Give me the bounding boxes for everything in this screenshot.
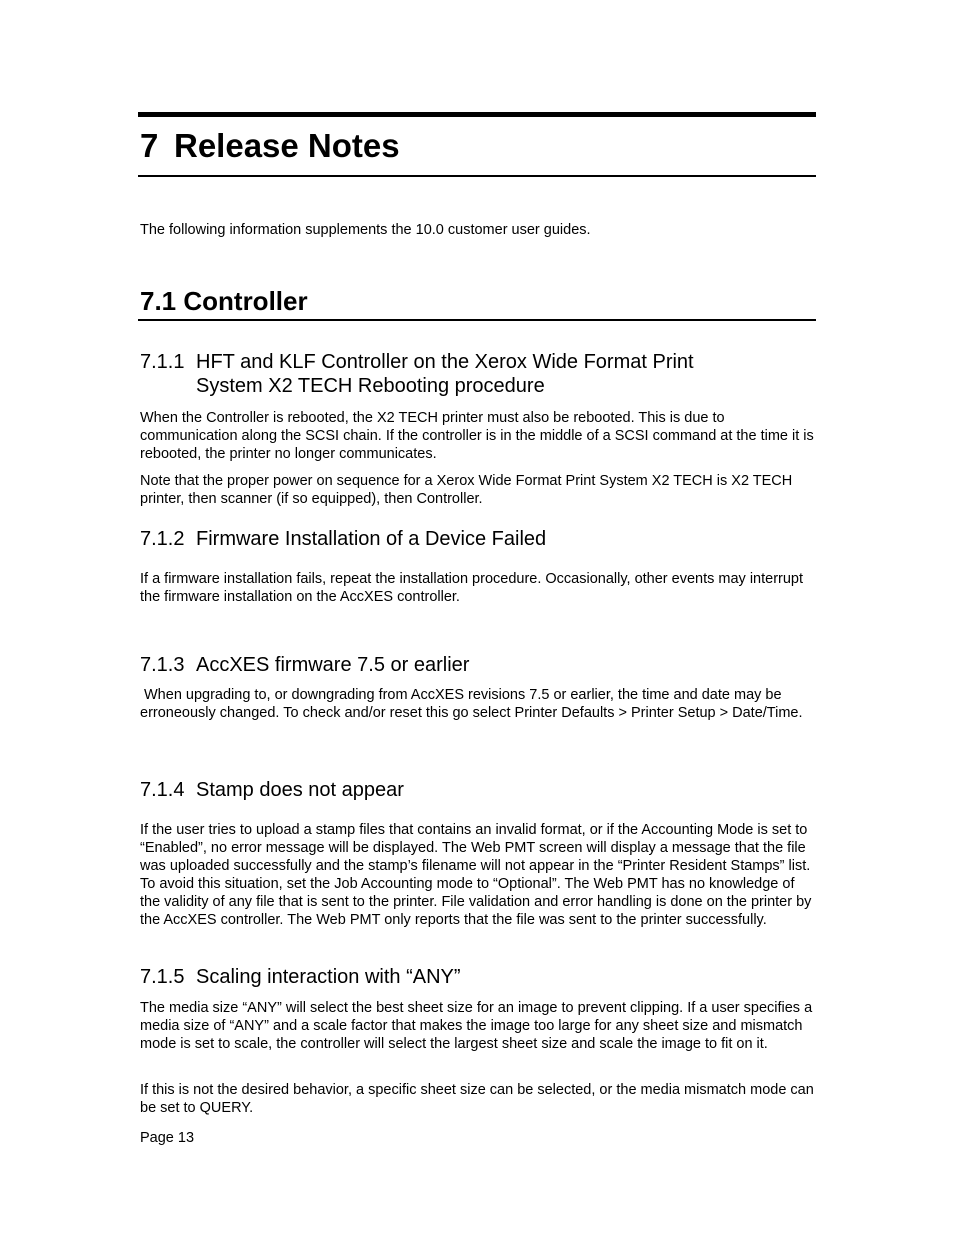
chapter-top-rule xyxy=(138,112,816,117)
subsection-heading xyxy=(140,653,816,677)
section-rule xyxy=(138,319,816,321)
subsection-title: Firmware Installation of a Device Failed xyxy=(196,528,547,550)
subsection-number: 7.1.5 xyxy=(140,966,185,988)
chapter-bottom-rule xyxy=(138,175,816,177)
chapter-number: 7 xyxy=(140,127,159,164)
subsection-paragraph: The media size “ANY” will select the best sheet size for an image to prevent clipping. If a user specifies a media size of “ANY” and a scale factor that makes the image too large for any sheet size and mismatch mode is set to scale, the controller will select the largest sheet size and scale the image to fit on it. xyxy=(140,1000,813,1052)
subsection-title-line1: HFT and KLF Controller on the Xerox Wide Format Print xyxy=(196,351,694,373)
section-heading: 7.1 Controller xyxy=(140,286,308,316)
subsection-number: 7.1.1 xyxy=(140,351,185,373)
subsection-paragraph: If this is not the desired behavior, a specific sheet size can be selected, or the media mismatch mode can be set to QUERY. xyxy=(140,1082,814,1116)
subsection-paragraph: When the Controller is rebooted, the X2 TECH printer must also be rebooted. This is due to communication along the SCSI chain. If the controller is in the middle of a SCSI command at the time it is rebooted, the printer no longer communicates. xyxy=(140,410,814,462)
subsection-paragraph: When upgrading to, or downgrading from AccXES revisions 7.5 or earlier, the time and date may be erroneously changed. To check and/or reset this go select Printer Defaults > Printer Setup > Date/Time. xyxy=(140,687,803,721)
subsection-heading xyxy=(140,527,816,551)
subsection-paragraph: If a firmware installation fails, repeat the installation procedure. Occasionally, other events may interrupt the firmware installation on the AccXES controller. xyxy=(140,571,804,605)
subsection-number: 7.1.2 xyxy=(140,528,185,550)
subsection-title-line2: System X2 TECH Rebooting procedure xyxy=(196,375,545,397)
chapter-title: Release Notes xyxy=(174,127,400,164)
chapter-heading xyxy=(140,127,816,165)
subsection-number: 7.1.3 xyxy=(140,654,185,676)
page-number: Page 13 xyxy=(140,1130,195,1146)
subsection-heading xyxy=(140,965,816,989)
subsection-title: AccXES firmware 7.5 or earlier xyxy=(196,654,470,676)
subsection-paragraph: If the user tries to upload a stamp files that contains an invalid format, or if the Accounting Mode is set to “Enabled”, no error message will be displayed. The Web PMT screen will display a message that the file was uploaded successfully and the stamp’s filename will not appear in the “Printer Resident Stamps” list. To avoid this situation, set the Job Accounting mode to “Optional”. The Web PMT has no knowledge of the validity of any file that is sent to the printer. File validation and error handling is done on the printer by the AccXES controller. The Web PMT only reports that the file was sent to the printer successfully. xyxy=(140,822,812,928)
subsection-title: Scaling interaction with “ANY” xyxy=(196,966,461,988)
subsection-title: Stamp does not appear xyxy=(196,779,404,801)
subsection-number: 7.1.4 xyxy=(140,779,185,801)
chapter-intro: The following information supplements the 10.0 customer user guides. xyxy=(140,222,591,238)
subsection-heading xyxy=(140,778,816,802)
subsection-paragraph: Note that the proper power on sequence for a Xerox Wide Format Print System X2 TECH is X2 TECH printer, then scanner (if so equipped), then Controller. xyxy=(140,473,793,507)
subsection-heading xyxy=(140,350,816,398)
